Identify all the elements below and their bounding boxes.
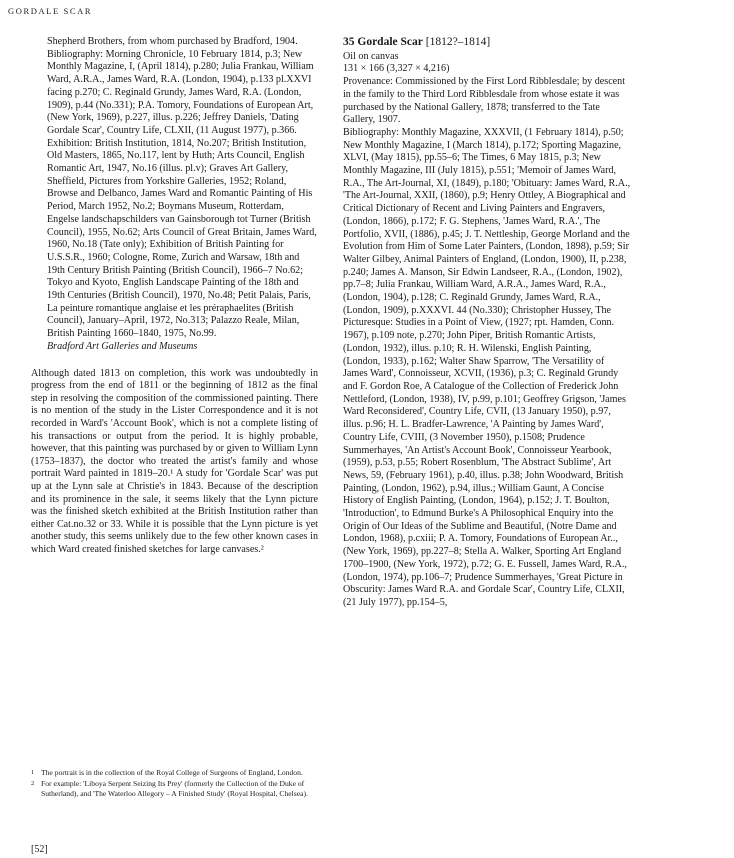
provenance-paragraph: Provenance: Commissioned by the First Lord Ribblesdale; by descent in the family to the Third Lord Ribblesdale from whose estate it was purchased by the National Gallery, 1878; transferred to the Tate Gallery, 1907. bbox=[343, 76, 626, 126]
catalogue-date: [1812?–1814] bbox=[425, 36, 491, 48]
provenance-continuation: Shepherd Brothers, from whom purchased by Bradford, 1904. bbox=[47, 36, 298, 47]
running-head: GORDALE SCAR bbox=[8, 6, 93, 16]
footnote-text: The portrait is in the collection of the Royal College of Surgeons of England, London. bbox=[41, 768, 303, 777]
footnote bbox=[31, 768, 318, 777]
footnote-mark: 1 bbox=[31, 769, 35, 776]
footnote-mark: 2 bbox=[31, 780, 35, 788]
catalogue-heading bbox=[343, 36, 631, 49]
exhibition-paragraph: Exhibition: British Institution, 1814, No.207; British Institution, Old Masters, 1865, No.117, lent by Huth; Arts Council, English Romantic Art, 1947, No.16 (illus. pl.v); Graves Art Gallery, Sheffield, Pictures from Yorkshire Galleries, 1952; Roland, Browse and Delbanco, James Ward and Romantic Painting of His Period, March 1952, No.2; Boymans Museum, Rotterdam, Engelse landschapschilders van Gainsborough tot Turner (British Council), 1955, No.62; Arts Council of Great Britain, James Ward, 1960, No.18 (Tate only); Exhibition of British Painting for U.S.S.R., 1960; Cologne, Rome, Zurich and Warsaw, 18th and 19th Century British Painting (British Council), 1966–7 No.62; Tokyo and Kyoto, English Landscape Painting of the 18th and 19th Centuries (British Council), 1970, No.48; Petit Palais, Paris, La peinture romantique anglaise et les préraphaelites (British Council), January–April, 1972, No.313; Palazzo Reale, Milan, British Painting 1660–1840, 1975, No.99. bbox=[47, 137, 317, 340]
essay-paragraph: Although dated 1813 on completion, this work was undoubtedly in progress from the end of 1811 or the beginning of 1812 as the final step in resolving the composition of the commissioned painting. There is no mention of the study in the Lister Correspondence and it is not recorded in Ward's 'Account Book', which is not a complete listing of his transactions or output from the period. It is highly probable, however, that this painting was purchased by or given to William Lynn (1753–1837), the doctor who treated the artist's family and whose portrait Ward painted in 1819–20.¹ A study for 'Gordale Scar' was put up at the Lynn sale at Christie's in 1843. Because of the description and its prominence in the sale, it seems likely that the Lynn picture was the finished sketch exhibited at the British Institution rather than either Cat.no.32 or 33. While it is possible that the Lynn picture is yet another study, this seems unlikely due to the few other known cases in which Ward created finished sketches for large canvases.² bbox=[31, 367, 318, 555]
left-column bbox=[31, 36, 318, 556]
catalogue-title: Gordale Scar bbox=[357, 36, 423, 48]
footnote-text: For example: 'Liboya Serpent Seizing Its Prey' (formerly the Collection of the Duke of Sutherland), and 'The Waterloo Allegory – A Finished Study' (Royal Hospital, Chelsea). bbox=[41, 779, 308, 798]
right-entry-block bbox=[343, 51, 631, 610]
footnote bbox=[31, 779, 318, 798]
catalogue-number: 35 bbox=[343, 36, 355, 48]
footnotes bbox=[31, 768, 318, 800]
collection-credit: Bradford Art Galleries and Museums bbox=[47, 340, 198, 352]
bibliography-paragraph: Bibliography: Morning Chronicle, 10 February 1814, p.3; New Monthly Magazine, I, (April 1814), p.280; Julia Frankau, William Ward, A.R.A., James Ward, R.A. (London, 1904), p.133 pl.XXVI facing p.270; C. Reginald Grundy, James Ward, R.A. (London, 1909), p.44 (No.331); P.A. Tomory, Foundations of European Art, (New York, 1969), p.227, illus. p.226; Jeffrey Daniels, 'Dating Gordale Scar', Country Life, CLXII, (11 August 1977), p.366. bbox=[47, 48, 314, 136]
dimensions-line: 131 × 166 (3,327 × 4,216) bbox=[343, 63, 450, 75]
medium-line: Oil on canvas bbox=[343, 50, 399, 62]
bibliography-paragraph-right: Bibliography: Monthly Magazine, XXXVII, (1 February 1814), p.50; New Monthly Magazine, I (March 1814), p.172; Sporting Magazine, XLVI, (May 1815), pp.55–6; The Times, 6 May 1815, p.3; New Monthly Magazine, III (July 1815), p.551; 'Memoir of James Ward, R.A., The Art-Journal, XI, (1849), p.180; 'Obituary: James Ward, R.A., 'The Art-Journal, XXII, (1860), p.9; Henry Ottley, A Biographical and Critical Dictionary of Recent and Living Painters and Engravers, (London, 1866), p.172; F. G. Stephens, 'James Ward, R.A.', The Portfolio, XVII, (1886), p.45; J. T. Nettleship, George Morland and the Evolution from Him of Some Later Painters, (London, 1898), p.59; Sir Walter Gilbey, Animal Painters of England, (London, 1900), II, p.238, p.240; James A. Manson, Sir Edwin Landseer, R.A., (London, 1902), pp.7–8; Julia Frankau, William Ward, A.R.A., James Ward, R.A., (London, 1904), p.128; C. Reginald Grundy, James Ward, R.A., (London, 1909), p.XXXVI. 44 (No.330); Christopher Hussey, The Picturesque: Studies in a Point of View, (1927; rpt. Hamden, Conn. 1967), p.109 note, p.270; John Piper, British Romantic Artists, (London, 1932), illus. p.10; R. H. Wilenski, English Painting, (London, 1933), p.162; Walter Shaw Sparrow, 'The Versatility of James Ward', Connoisseur, XCVII, (1936), p.3; C. Reginald Grundy and F. Gordon Roe, A Catalogue of the Collection of Frederick John Nettleford, (London, 1938), IV, p.99, p.101; Geoffrey Grigson, 'James Ward Reconsidered', Country Life, CVII, (13 January 1950), p.97, illus. p.96; H. L. Bradfer-Lawrence, 'A Painting by James Ward', Country Life, CVIII, (3 November 1950), p.1508; Prudence Summerhayes, 'An Artist's Account Book', Connoisseur Yearbook, (1959), p.53, p.55; Robert Rosenblum, 'The Abstract Sublime', Art News, 59, (February 1961), p.40, illus. p.38; John Woodward, British Painting, (London, 1962), p.94, illus.; William Gaunt, A Concise History of English Painting, (London, 1964), p.152; J. T. Boulton, 'Introduction', to Edmund Burke's A Philosophical Enquiry into the Origin of Our Ideas of the Sublime and Beautiful, (Notre Dame and London, 1968), p.cxiii; P. A. Tomory, Foundations of European Ar.., (New York, 1969), pp.227–8; Stella A. Walker, Sporting Art England 1700–1900, (New York, 1972), p.72; G. E. Fussell, James Ward, R.A., (London, 1974), pp.106–7; Prudence Summerhayes, 'Great Picture in Obscurity: James Ward R.A. and Gordale Scar', Country Life, CLXII, (21 July 1977), pp.154–5, bbox=[343, 126, 631, 608]
page-number: [52] bbox=[31, 844, 48, 855]
left-entry-block bbox=[31, 36, 318, 354]
right-column bbox=[343, 36, 631, 610]
